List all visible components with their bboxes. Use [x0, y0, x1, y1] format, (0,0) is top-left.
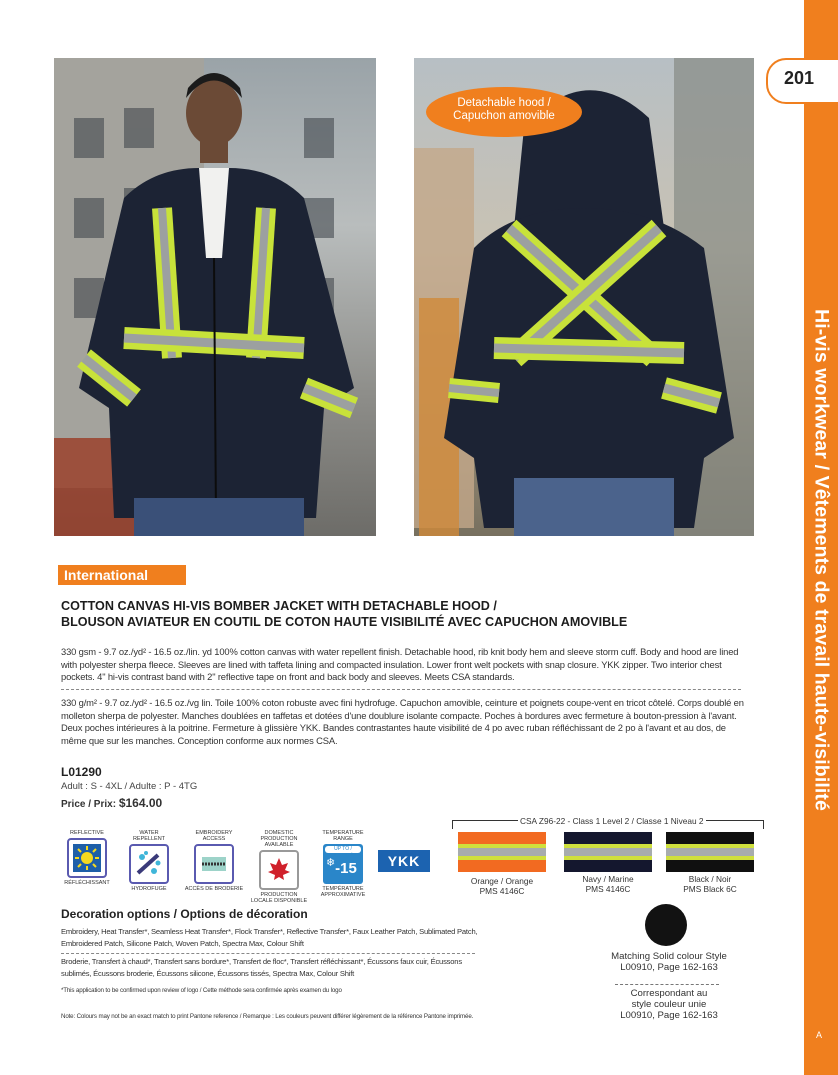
matching-colour-dot	[645, 904, 687, 946]
decoration-options-fr: Broderie, Transfert à chaud*, Transfert sans bordure*, Transfert de floc*, Transfert réfléchissant*, Écussons faux cuir, Écussons sublimés, Écussons broderie, Écussons silicone, Écussons tissés, Spectra Max, Colour Shift	[61, 957, 462, 978]
feature-domestic-production	[250, 830, 308, 904]
temperature-value: -15	[335, 859, 357, 877]
swatch-navy-label	[558, 874, 658, 894]
feature-label: REFLECTIVE	[70, 830, 104, 836]
application-footnote: *This application to be confirmed upon review of logo / Cette méthode sera confirmée après examen du logo	[61, 987, 342, 994]
swatch-navy-name: Navy / Marine	[582, 874, 634, 884]
description-en: 330 gsm - 9.7 oz./yd² - 16.5 oz./lin. yd 100% cotton canvas with water repellent finish. Detachable hood, rib knit body hem and sleeve storm cuff. Body and hood are lined with polyester sherpa fleece. Sleeves are lined with taffeta lining and compacted insulation. Lower front welt pockets with snap closure. YKK zipper. Two interior chest pockets. 4" hi-vis contrast band with 2" reflective tape on front and back body and sleeves. Meets CSA standards.	[61, 646, 739, 683]
feature-reflective	[62, 830, 112, 886]
page-number: 201	[784, 68, 815, 88]
section-letter: A	[816, 1030, 823, 1040]
hood-callout	[426, 87, 582, 137]
swatch-navy-pms: PMS 4146C	[585, 884, 631, 894]
price-value: $164.00	[118, 796, 163, 810]
sizes: Adult : S - 4XL / Adulte : P - 4TG	[61, 781, 198, 792]
swatch-orange-label	[452, 876, 552, 896]
feature-water-repellent	[124, 830, 174, 892]
decoration-options-en: Embroidery, Heat Transfer*, Seamless Heat Transfer*, Flock Transfer*, Reflective Transfer*, Faux Leather Patch, Sublimated Patch, Embroidered Patch, Silicone Patch, Woven Patch, Spectra Max, Colour Shift	[61, 927, 478, 948]
swatch-navy	[564, 832, 652, 872]
decoration-title: Decoration options / Options de décoration	[61, 907, 308, 921]
feature-temperature	[314, 830, 372, 898]
price-label: Price / Prix:	[61, 799, 117, 810]
swatch-orange-name: Orange / Orange	[470, 876, 534, 886]
feature-label: ACCÈS DE BRODERIE	[184, 886, 244, 892]
swatch-black	[666, 832, 754, 872]
swatch-black-label	[660, 874, 760, 894]
hood-callout-fr: Capuchon amovible	[453, 110, 555, 122]
matching-style-fr	[594, 988, 744, 1021]
csa-label: CSA Z96-22 - Class 1 Level 2 / Classe 1 Niveau 2	[520, 816, 704, 826]
style-number: L01290	[61, 765, 102, 779]
zipper-access-icon	[194, 844, 234, 884]
feature-label: TEMPÉRATURE APPROXIMATIVE	[320, 886, 366, 898]
price-line	[61, 796, 162, 810]
product-title	[61, 598, 627, 630]
snowflake-glyph: ❄	[326, 857, 336, 869]
ykk-logo: YKK	[378, 850, 430, 872]
feature-embroidery-access	[184, 830, 244, 892]
feature-label: DOMESTIC PRODUCTION AVAILABLE	[260, 830, 298, 848]
colour-footnote: Note: Colours may not be an exact match to print Pantone reference / Remarque : Les couleurs peuvent différer légèrement de la référence Pantone imprimée.	[61, 1013, 474, 1020]
product-photo-front	[54, 58, 376, 536]
swatch-orange-pms: PMS 4146C	[479, 886, 525, 896]
product-title-fr: BLOUSON AVIATEUR EN COUTIL DE COTON HAUTE VISIBILITÉ AVEC CAPUCHON AMOVIBLE	[61, 615, 628, 629]
feature-label: RÉFLÉCHISSANT	[64, 880, 110, 886]
water-repellent-icon	[129, 844, 169, 884]
brand-tag: International	[58, 565, 186, 585]
matching-style-line: style couleur unie	[631, 999, 707, 1010]
swatch-black-pms: PMS Black 6C	[683, 884, 737, 894]
feature-label: PRODUCTION LOCALE DISPONIBLE	[250, 892, 308, 904]
decoration-divider	[61, 953, 475, 954]
matching-style-en	[594, 951, 744, 973]
snowflake-icon	[323, 844, 363, 884]
temperature-pill: UP TO / JUSQU'À	[325, 846, 361, 853]
maple-leaf-icon	[259, 850, 299, 890]
matching-style-line: L00910, Page 162-163	[620, 962, 718, 973]
matching-style-line: L00910, Page 162-163	[620, 1010, 718, 1021]
matching-style-line: Correspondant au	[630, 988, 708, 999]
swatch-orange	[458, 832, 546, 872]
hood-callout-en: Detachable hood /	[457, 97, 551, 109]
matching-style-line: Matching Solid colour Style	[611, 951, 727, 962]
feature-label: HYDROFUGE	[131, 886, 167, 892]
feature-label: WATER REPELLENT	[132, 830, 166, 842]
description-divider	[61, 689, 741, 690]
matching-divider	[615, 984, 719, 985]
section-title: Hi-vis workwear / Vêtements de travail haute-visibilité	[810, 309, 833, 811]
reflective-sun-icon	[67, 838, 107, 878]
feature-label: TEMPERATURE RANGE	[322, 830, 364, 842]
product-title-en: COTTON CANVAS HI-VIS BOMBER JACKET WITH DETACHABLE HOOD /	[61, 599, 497, 613]
description-fr: 330 g/m² - 9.7 oz./yd² - 16.5 oz./vg lin. Toile 100% coton robuste avec fini hydrofuge. Capuchon amovible, ceinture et poignets coupe-vent en tricot côtelé. Corps doublé en molleton sherpa de polyester. Manches doublées en taffetas et dotées d'une doublure isolante compacte. Poches à bordures avec fermeture à bouton-pression à l'avant. Deux poches intérieures à la poitrine. Fermeture à glissière YKK. Bandes contrastantes haute visibilité de 4 po avec ruban réfléchissant de 2 po à l'avant et au dos, de même que sur les manches. Conception conforme aux normes CSA.	[61, 697, 744, 746]
feature-label: EMBROIDERY ACCESS	[195, 830, 233, 842]
swatch-black-name: Black / Noir	[688, 874, 732, 884]
